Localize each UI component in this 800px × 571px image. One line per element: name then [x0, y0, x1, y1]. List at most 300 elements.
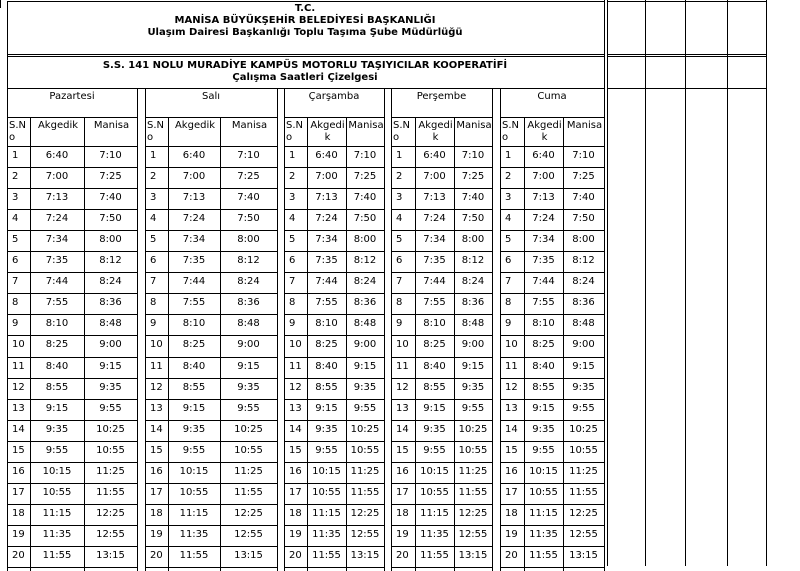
manisa-time: 11:25 [569, 466, 598, 477]
akgedik-time: 7:55 [423, 297, 446, 308]
akgedik-time: 11:35 [312, 529, 341, 540]
row-no: 8 [150, 297, 157, 308]
akgedik-time: 7:35 [182, 255, 206, 266]
row-no: 13 [396, 403, 409, 414]
akgedik-time: 7:55 [532, 297, 555, 308]
row-no: 6 [505, 255, 512, 266]
row-border [500, 567, 604, 568]
row-no: 3 [12, 192, 19, 203]
manisa-time: 7:25 [353, 171, 377, 182]
manisa-time: 10:25 [96, 424, 125, 435]
akgedik-time: 7:00 [423, 171, 446, 182]
col-header-bottom [145, 146, 277, 147]
row-border [145, 546, 277, 547]
row-border [7, 209, 137, 210]
row-border [284, 272, 384, 273]
row-border [145, 399, 277, 400]
subtitle-bottom-border [7, 88, 604, 89]
akgedik-time: 9:55 [182, 445, 206, 456]
row-no: 8 [289, 297, 296, 308]
manisa-time: 8:36 [353, 297, 377, 308]
row-no: 17 [505, 487, 518, 498]
row-no: 17 [150, 487, 163, 498]
row-no: 11 [396, 361, 409, 372]
akgedik-time: 8:25 [315, 339, 338, 350]
manisa-time: 10:25 [569, 424, 598, 435]
row-border [391, 378, 492, 379]
akgedik-time: 8:55 [532, 382, 555, 393]
row-no: 12 [150, 382, 163, 393]
empty-column-row [607, 56, 766, 57]
row-no: 2 [12, 171, 19, 182]
row-border [391, 441, 492, 442]
subheader-schedule-title: Çalışma Saatleri Çizelgesi [232, 72, 378, 83]
manisa-time: 9:00 [99, 339, 122, 350]
day-header-4: Cuma [537, 91, 567, 102]
akgedik-time: 7:24 [423, 213, 446, 224]
row-border [284, 293, 384, 294]
row-border [500, 272, 604, 273]
row-border [7, 420, 137, 421]
akgedik-time: 9:35 [423, 424, 446, 435]
akgedik-time: 9:15 [315, 403, 338, 414]
row-border [500, 293, 604, 294]
row-border [391, 483, 492, 484]
row-no: 13 [289, 403, 302, 414]
row-no: 10 [150, 339, 163, 350]
manisa-time: 8:24 [461, 276, 485, 287]
akgedik-time: 7:00 [532, 171, 555, 182]
row-border [145, 357, 277, 358]
akgedik-time: 11:55 [420, 550, 449, 561]
row-no: 3 [505, 192, 512, 203]
group-right-border [277, 88, 278, 571]
row-border [7, 314, 137, 315]
row-border [391, 272, 492, 273]
manisa-time: 9:35 [99, 382, 122, 393]
row-border [500, 335, 604, 336]
akgedik-time: 9:55 [315, 445, 338, 456]
row-no: 3 [289, 192, 296, 203]
manisa-time: 10:25 [234, 424, 263, 435]
row-no: 13 [150, 403, 163, 414]
akgedik-time: 8:40 [315, 361, 338, 372]
akgedik-time: 11:55 [529, 550, 558, 561]
manisa-time: 9:15 [572, 361, 595, 372]
akgedik-time: 8:25 [182, 339, 206, 350]
manisa-time: 12:55 [458, 529, 488, 540]
manisa-time: 7:40 [237, 192, 260, 203]
row-border [284, 504, 384, 505]
row-border [500, 504, 604, 505]
akgedik-time: 7:34 [315, 234, 338, 245]
row-border [7, 462, 137, 463]
row-no: 9 [150, 318, 157, 329]
row-border [284, 546, 384, 547]
manisa-time: 12:25 [96, 508, 125, 519]
manisa-time: 11:25 [458, 466, 488, 477]
title-top-border [7, 1, 604, 2]
manisa-time: 13:15 [234, 550, 263, 561]
manisa-time: 8:12 [572, 255, 595, 266]
akgedik-time: 7:13 [45, 192, 69, 203]
row-border [391, 188, 492, 189]
akgedik-time: 9:55 [423, 445, 446, 456]
manisa-time: 8:36 [461, 297, 485, 308]
subheader-cooperative: S.S. 141 NOLU MURADİYE KAMPÜS MOTORLU TAŞIYICILAR KOOPERATİFİ [102, 60, 508, 71]
row-no: 7 [289, 276, 296, 287]
manisa-time: 12:25 [350, 508, 380, 519]
manisa-time: 9:00 [353, 339, 377, 350]
akgedik-time: 11:55 [42, 550, 72, 561]
manisa-time: 11:55 [458, 487, 488, 498]
row-border [7, 399, 137, 400]
manisa-time: 7:10 [99, 150, 122, 161]
manisa-time: 8:24 [99, 276, 122, 287]
manisa-time: 11:55 [569, 487, 598, 498]
col-manisa-header: Manisa [566, 120, 603, 131]
row-border [7, 357, 137, 358]
header-tc: T.C. [294, 3, 316, 14]
row-border [391, 230, 492, 231]
col-header-bottom [7, 146, 137, 147]
row-no: 1 [12, 150, 19, 161]
row-border [145, 272, 277, 273]
akgedik-time: 9:35 [182, 424, 206, 435]
manisa-time: 9:15 [353, 361, 377, 372]
row-no: 20 [396, 550, 409, 561]
row-no: 14 [505, 424, 518, 435]
akgedik-time: 11:35 [179, 529, 209, 540]
row-no: 7 [150, 276, 157, 287]
akgedik-time: 7:13 [423, 192, 446, 203]
col-manisa-header: Manisa [348, 120, 384, 131]
manisa-time: 9:35 [461, 382, 485, 393]
row-no: 15 [505, 445, 518, 456]
row-no: 19 [289, 529, 302, 540]
akgedik-time: 7:34 [45, 234, 69, 245]
akgedik-time: 7:24 [315, 213, 338, 224]
akgedik-time: 11:55 [312, 550, 341, 561]
row-no: 10 [505, 339, 518, 350]
akgedik-time: 9:35 [45, 424, 69, 435]
row-border [500, 546, 604, 547]
row-border [7, 251, 137, 252]
row-no: 7 [396, 276, 403, 287]
akgedik-time: 11:15 [312, 508, 341, 519]
row-no: 14 [396, 424, 409, 435]
manisa-time: 8:00 [237, 234, 260, 245]
akgedik-time: 7:44 [182, 276, 206, 287]
akgedik-time: 8:25 [532, 339, 555, 350]
row-border [391, 314, 492, 315]
day-header-bottom [7, 117, 137, 118]
day-header-bottom [391, 117, 492, 118]
akgedik-time: 7:44 [45, 276, 69, 287]
manisa-time: 9:55 [99, 403, 122, 414]
manisa-time: 13:15 [350, 550, 380, 561]
manisa-time: 12:55 [96, 529, 125, 540]
row-no: 13 [12, 403, 25, 414]
day-header-bottom [145, 117, 277, 118]
row-border [284, 441, 384, 442]
manisa-time: 8:36 [99, 297, 122, 308]
row-border [284, 525, 384, 526]
row-border [7, 441, 137, 442]
akgedik-time: 7:44 [315, 276, 338, 287]
manisa-time: 8:36 [237, 297, 260, 308]
manisa-time: 7:10 [461, 150, 485, 161]
row-border [7, 504, 137, 505]
row-border [145, 251, 277, 252]
manisa-time: 7:50 [461, 213, 485, 224]
manisa-time: 12:55 [569, 529, 598, 540]
manisa-time: 11:25 [350, 466, 380, 477]
row-border [7, 188, 137, 189]
row-no: 18 [289, 508, 302, 519]
akgedik-time: 11:35 [420, 529, 449, 540]
manisa-time: 7:25 [572, 171, 595, 182]
manisa-time: 10:55 [569, 445, 598, 456]
row-no: 3 [396, 192, 403, 203]
manisa-time: 8:24 [353, 276, 377, 287]
left-border-header [7, 1, 8, 88]
manisa-time: 7:10 [237, 150, 260, 161]
group-left-border [284, 88, 285, 571]
manisa-time: 9:35 [353, 382, 377, 393]
akgedik-time: 7:24 [45, 213, 69, 224]
empty-column-border [685, 0, 686, 566]
akgedik-time: 7:34 [423, 234, 446, 245]
row-border [284, 378, 384, 379]
row-no: 6 [289, 255, 296, 266]
akgedik-time: 11:15 [179, 508, 209, 519]
akgedik-time: 7:35 [315, 255, 338, 266]
akgedik-time: 9:55 [532, 445, 555, 456]
row-no: 18 [396, 508, 409, 519]
akgedik-time: 6:40 [423, 150, 446, 161]
manisa-time: 11:55 [234, 487, 263, 498]
manisa-time: 8:48 [237, 318, 260, 329]
row-border [7, 483, 137, 484]
left-edge-mark [0, 0, 1, 8]
akgedik-time: 8:10 [423, 318, 446, 329]
row-border [145, 441, 277, 442]
akgedik-time: 7:34 [532, 234, 555, 245]
manisa-time: 7:40 [99, 192, 122, 203]
manisa-time: 10:55 [96, 445, 125, 456]
title-bottom-border [7, 54, 604, 55]
manisa-time: 8:48 [461, 318, 485, 329]
header-department: Ulaşım Dairesi Başkanlığı Toplu Taşıma Şube Müdürlüğü [147, 27, 463, 38]
row-no: 6 [396, 255, 403, 266]
row-no: 2 [150, 171, 157, 182]
manisa-time: 8:24 [237, 276, 260, 287]
row-no: 2 [505, 171, 512, 182]
row-no: 5 [505, 234, 512, 245]
akgedik-time: 8:25 [423, 339, 446, 350]
akgedik-time: 8:55 [315, 382, 338, 393]
row-no: 5 [150, 234, 157, 245]
manisa-time: 10:55 [234, 445, 263, 456]
row-no: 12 [396, 382, 409, 393]
row-no: 7 [505, 276, 512, 287]
row-border [391, 399, 492, 400]
akgedik-time: 7:00 [45, 171, 69, 182]
row-no: 1 [505, 150, 512, 161]
manisa-time: 7:40 [572, 192, 595, 203]
row-border [391, 525, 492, 526]
akgedik-time: 9:15 [182, 403, 206, 414]
akgedik-time: 7:35 [532, 255, 555, 266]
akgedik-time: 6:40 [315, 150, 338, 161]
akgedik-time: 7:44 [423, 276, 446, 287]
row-border [391, 357, 492, 358]
col-header-bottom [391, 146, 492, 147]
row-border [500, 188, 604, 189]
manisa-time: 9:00 [572, 339, 595, 350]
akgedik-time: 8:40 [423, 361, 446, 372]
col-sno-header: S.N o [286, 120, 304, 143]
row-border [145, 378, 277, 379]
group-right-border [492, 88, 493, 571]
row-border [391, 293, 492, 294]
empty-column-border [607, 0, 608, 566]
row-no: 11 [150, 361, 163, 372]
manisa-time: 9:15 [99, 361, 122, 372]
col-sno-header: S.N o [502, 120, 520, 143]
empty-column-border [727, 0, 728, 566]
row-border [284, 188, 384, 189]
row-no: 15 [289, 445, 302, 456]
col-header-bottom [284, 146, 384, 147]
akgedik-time: 8:10 [315, 318, 338, 329]
row-no: 2 [289, 171, 296, 182]
manisa-time: 7:10 [353, 150, 377, 161]
row-border [500, 483, 604, 484]
row-no: 16 [12, 466, 25, 477]
row-no: 5 [396, 234, 403, 245]
manisa-time: 12:25 [569, 508, 598, 519]
col-akgedik-header: Akgedi k [418, 120, 453, 143]
row-no: 2 [396, 171, 403, 182]
akgedik-time: 7:44 [532, 276, 555, 287]
akgedik-time: 10:15 [312, 466, 341, 477]
manisa-time: 7:50 [237, 213, 260, 224]
akgedik-time: 7:24 [182, 213, 206, 224]
row-border [391, 420, 492, 421]
akgedik-time: 10:15 [529, 466, 558, 477]
manisa-time: 10:55 [458, 445, 488, 456]
col-manisa-header: Manisa [456, 120, 492, 131]
row-no: 10 [289, 339, 302, 350]
empty-column-border [766, 0, 767, 566]
row-border [284, 357, 384, 358]
manisa-time: 13:15 [569, 550, 598, 561]
empty-column-border [604, 0, 605, 566]
empty-column-row [607, 54, 766, 55]
akgedik-time: 9:15 [423, 403, 446, 414]
row-border [391, 546, 492, 547]
row-border [145, 462, 277, 463]
manisa-time: 8:12 [99, 255, 122, 266]
manisa-time: 9:55 [237, 403, 260, 414]
row-no: 9 [12, 318, 19, 329]
akgedik-time: 10:55 [529, 487, 558, 498]
day-header-bottom [284, 117, 384, 118]
manisa-time: 13:15 [458, 550, 488, 561]
row-border [284, 209, 384, 210]
manisa-time: 9:00 [461, 339, 485, 350]
subtitle-top-border [7, 56, 604, 57]
manisa-time: 8:12 [237, 255, 260, 266]
manisa-time: 8:00 [353, 234, 377, 245]
manisa-time: 9:55 [353, 403, 377, 414]
group-right-border [384, 88, 385, 571]
akgedik-time: 11:15 [529, 508, 558, 519]
row-no: 19 [396, 529, 409, 540]
akgedik-time: 7:13 [182, 192, 206, 203]
empty-column-row [607, 1, 766, 2]
row-border [284, 167, 384, 168]
row-border [500, 378, 604, 379]
akgedik-time: 7:55 [315, 297, 338, 308]
manisa-time: 9:55 [572, 403, 595, 414]
row-no: 15 [396, 445, 409, 456]
manisa-time: 8:12 [461, 255, 485, 266]
row-border [391, 209, 492, 210]
manisa-time: 7:50 [572, 213, 595, 224]
manisa-time: 10:25 [350, 424, 380, 435]
row-no: 16 [289, 466, 302, 477]
akgedik-time: 10:55 [420, 487, 449, 498]
row-no: 9 [505, 318, 512, 329]
row-no: 1 [150, 150, 157, 161]
row-border [145, 567, 277, 568]
row-no: 11 [12, 361, 25, 372]
col-manisa-header: Manisa [231, 120, 268, 131]
group-left-border [7, 88, 8, 571]
row-border [7, 167, 137, 168]
manisa-time: 12:25 [234, 508, 263, 519]
akgedik-time: 9:35 [532, 424, 555, 435]
row-no: 20 [12, 550, 25, 561]
row-border [391, 567, 492, 568]
row-no: 19 [12, 529, 25, 540]
akgedik-time: 8:55 [182, 382, 206, 393]
manisa-time: 11:25 [96, 466, 125, 477]
manisa-time: 12:55 [350, 529, 380, 540]
akgedik-time: 8:10 [45, 318, 69, 329]
akgedik-time: 7:34 [182, 234, 206, 245]
akgedik-time: 8:55 [423, 382, 446, 393]
day-header-3: Perşembe [416, 91, 467, 102]
manisa-time: 7:40 [461, 192, 485, 203]
day-header-bottom [500, 117, 604, 118]
manisa-time: 9:35 [237, 382, 260, 393]
row-border [7, 230, 137, 231]
empty-column-border [645, 0, 646, 566]
row-no: 16 [396, 466, 409, 477]
manisa-time: 9:15 [461, 361, 485, 372]
akgedik-time: 10:55 [312, 487, 341, 498]
col-akgedik-header: Akgedik [37, 120, 79, 131]
col-sno-header: S.N o [393, 120, 411, 143]
row-border [500, 167, 604, 168]
manisa-time: 8:12 [353, 255, 377, 266]
row-no: 12 [505, 382, 518, 393]
row-border [284, 420, 384, 421]
